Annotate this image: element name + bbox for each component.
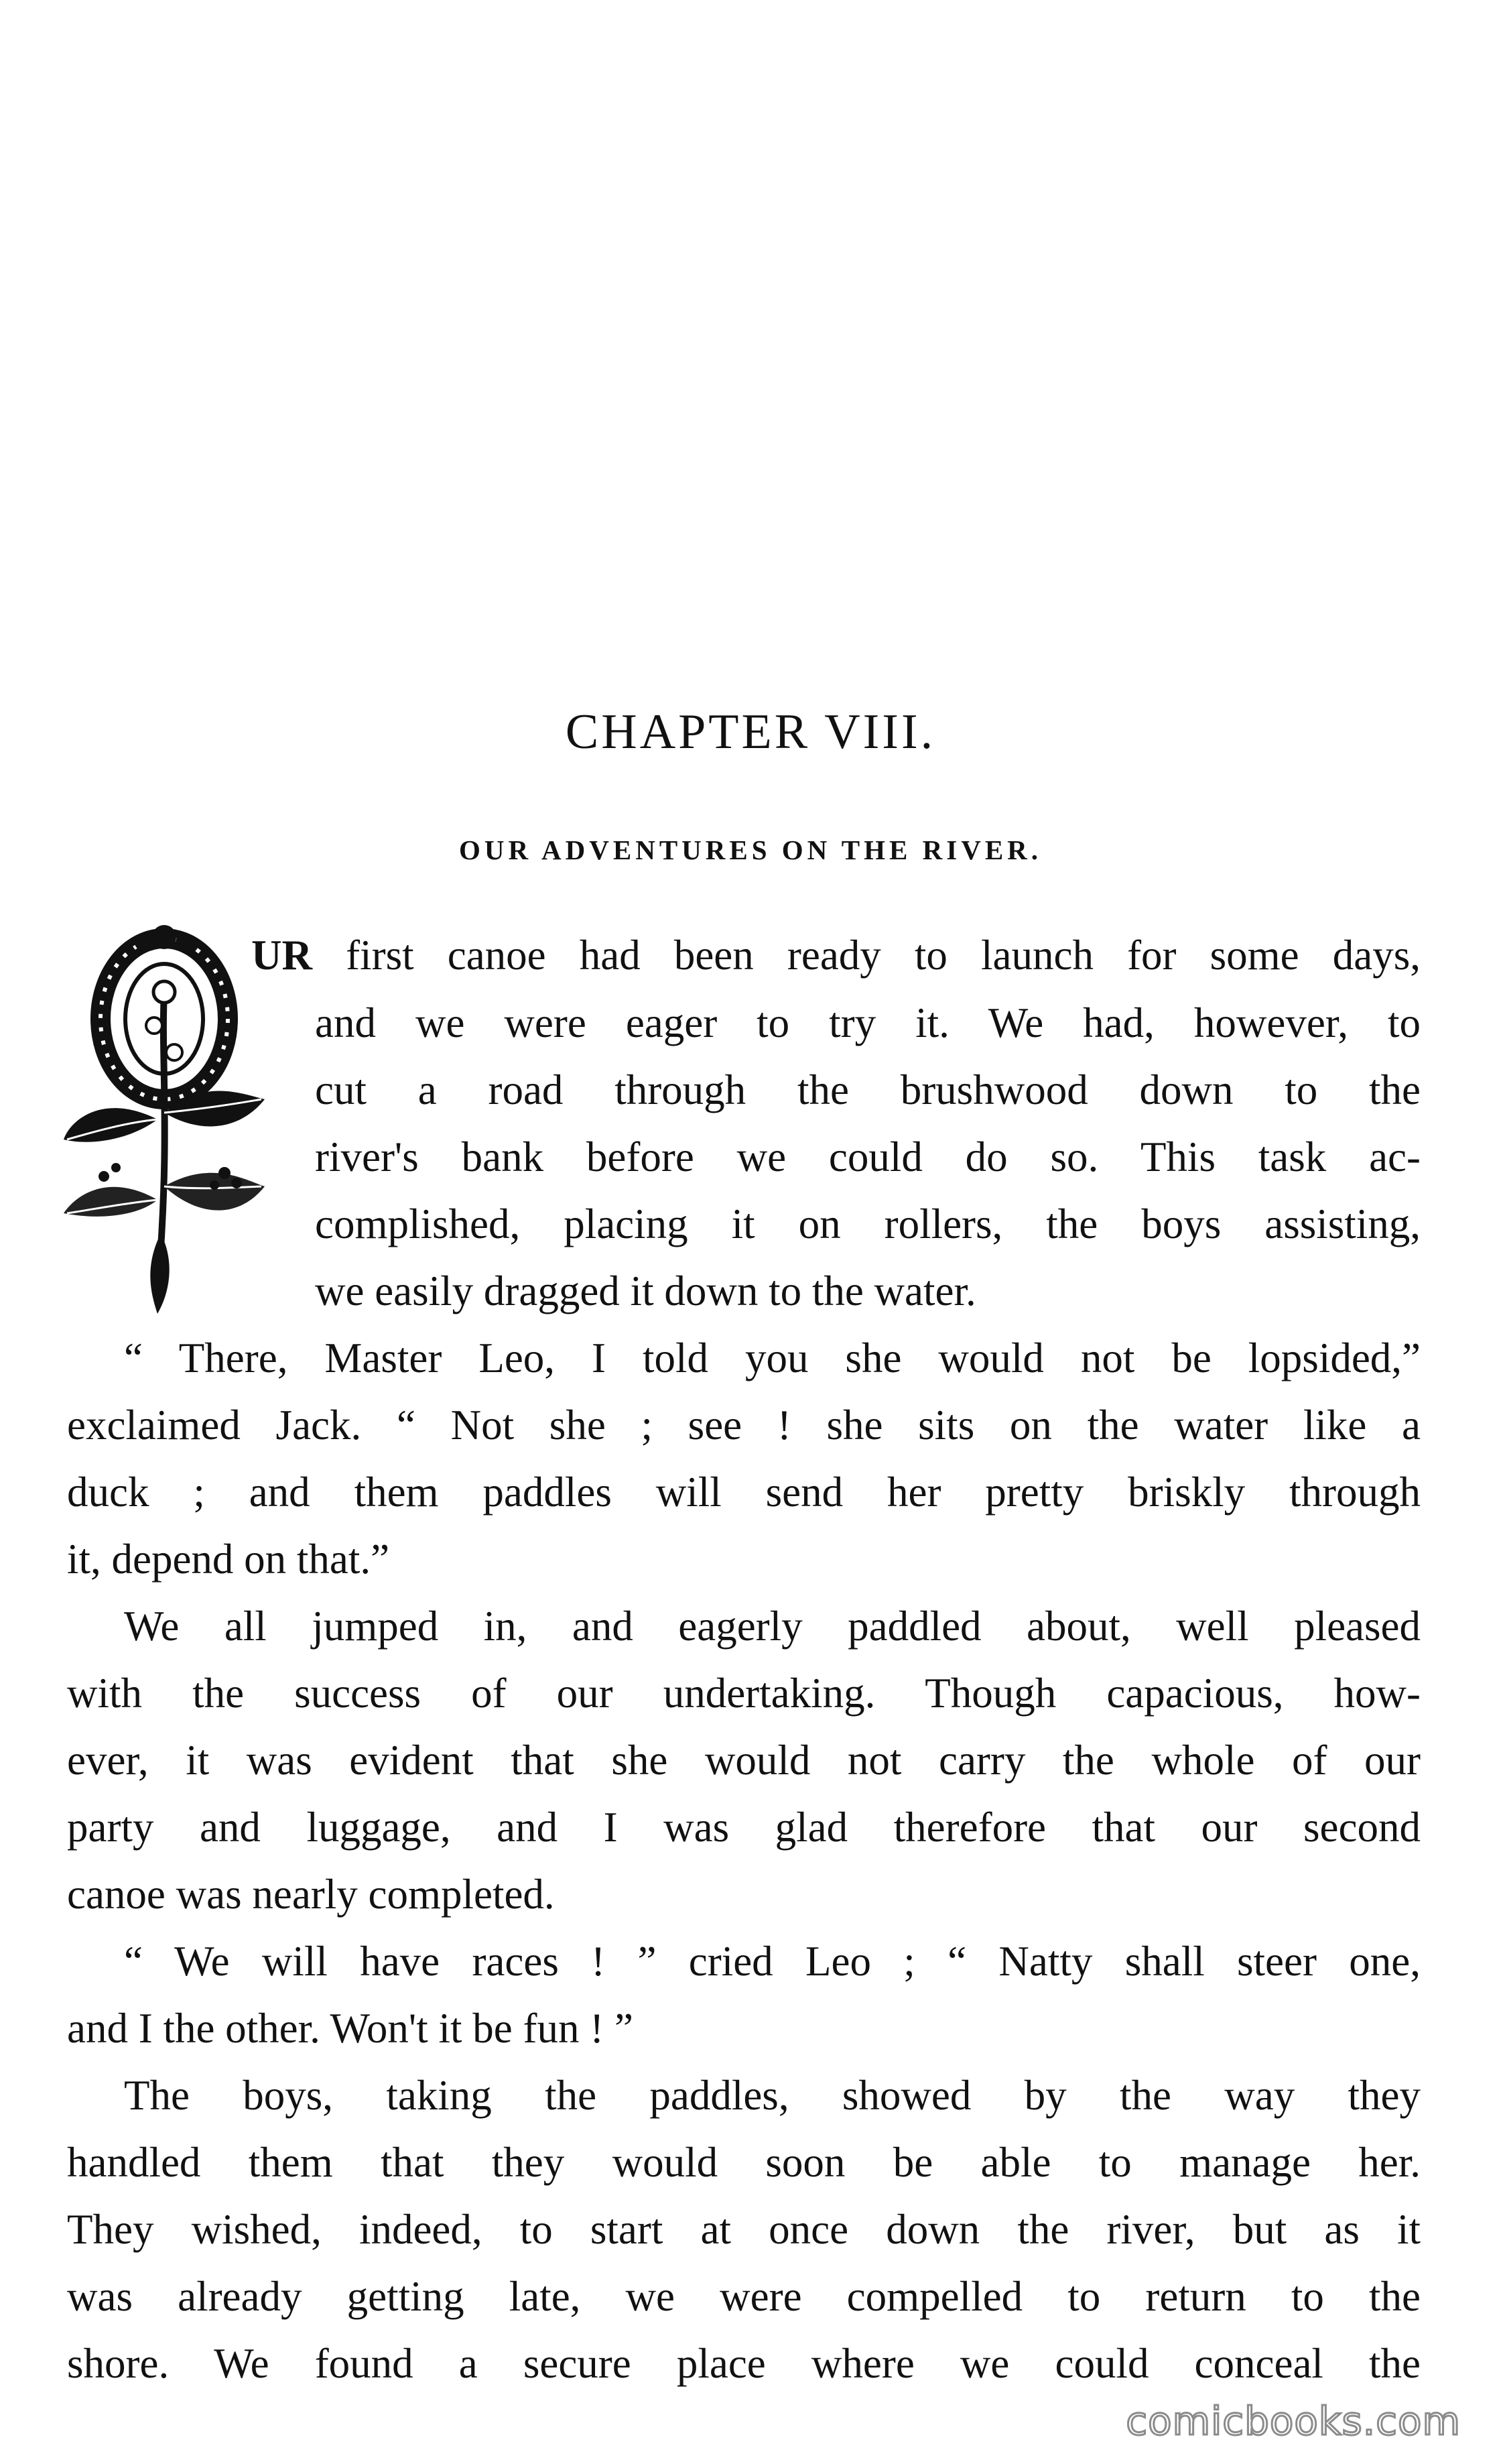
text-line-16: “ We will have races ! ” cried Leo ; “ Natty shall steer one, xyxy=(124,1938,1421,1985)
text-line-17: and I the other. Won't it be fun ! ” xyxy=(67,2005,633,2052)
text-line-3: cut a road through the brushwood down to the xyxy=(315,1066,1421,1113)
watermark: comicbooks.com xyxy=(1126,2398,1461,2444)
text-line-4: river's bank before we could do so. This task ac- xyxy=(315,1133,1421,1180)
text-line-13: ever, it was evident that she would not carry the whole of our xyxy=(67,1737,1421,1784)
chapter-title: CHAPTER VIII. xyxy=(565,704,936,759)
text-line-15: canoe was nearly completed. xyxy=(67,1871,555,1918)
text-line-9: duck ; and them paddles will send her pretty briskly through xyxy=(67,1469,1421,1516)
text-line-20: They wished, indeed, to start at once down the river, but as it xyxy=(67,2206,1421,2253)
text-line-6: we easily dragged it down to the water. xyxy=(315,1268,976,1314)
text-line-10: it, depend on that.” xyxy=(67,1536,390,1583)
text-line-22: shore. We found a secure place where we could conceal the xyxy=(67,2340,1421,2387)
text-line-21: was already getting late, we were compelled to return to the xyxy=(67,2273,1421,2320)
chapter-subtitle: OUR ADVENTURES ON THE RIVER. xyxy=(458,835,1043,865)
text-line-7: “ There, Master Leo, I told you she would not be lopsided,” xyxy=(124,1335,1421,1381)
ornamental-drop-cap-o xyxy=(64,918,278,1320)
text-line-14: party and luggage, and I was glad therefore that our second xyxy=(67,1804,1421,1851)
text-line-12: with the success of our undertaking. Though capacious, how- xyxy=(67,1670,1421,1717)
text-line-11: We all jumped in, and eagerly paddled about, well pleased xyxy=(124,1603,1421,1650)
text-line-19: handled them that they would soon be able to manage her. xyxy=(67,2139,1421,2186)
text-line-2: and we were eager to try it. We had, however, to xyxy=(315,999,1421,1046)
floral-letter-o-icon xyxy=(64,918,278,1320)
text-line-8: exclaimed Jack. “ Not she ; see ! she sits on the water like a xyxy=(67,1402,1421,1449)
text-line-1: UR first canoe had been ready to launch for some days, xyxy=(251,932,1421,979)
text-line-5: complished, placing it on rollers, the boys assisting, xyxy=(315,1200,1421,1247)
text-line-18: The boys, taking the paddles, showed by the way they xyxy=(124,2072,1421,2119)
